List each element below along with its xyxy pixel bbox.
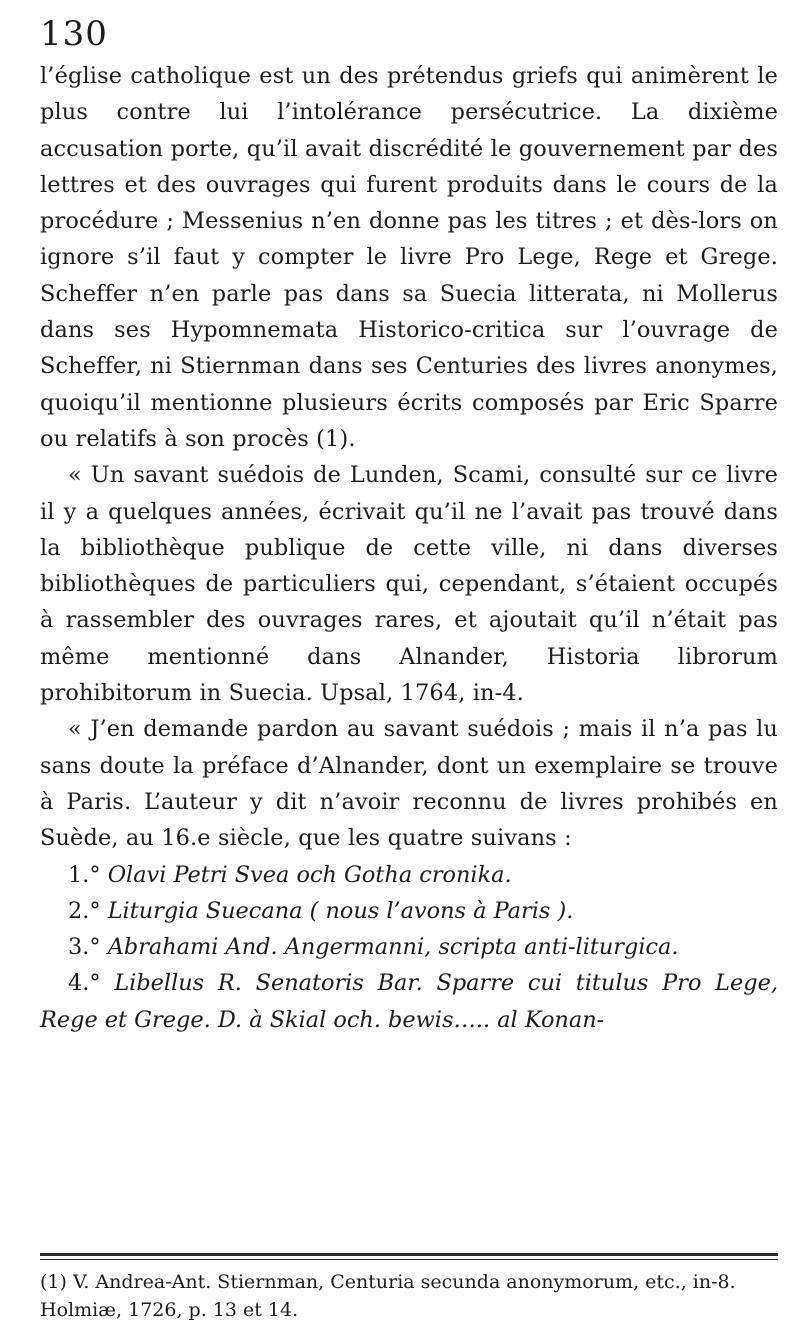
paragraph-3: « J’en demande pardon au savant suédois ; mais il n’a pas lu sans doute la préface d’Alnander, dont un exemplaire se trouve à Paris. L’auteur y dit n’avoir reconnu de livres prohibés en Suède, au 16.e siècle, que les quatre suivans : xyxy=(40,716,778,852)
footnote: (1) V. Andrea-Ant. Stiernman, Centuria secunda anonymorum, etc., in-8. Holmiæ, 1726, p. 13 et 14. xyxy=(40,1271,736,1321)
page-body xyxy=(40,14,778,1038)
list-item-number: 3.° xyxy=(68,934,101,961)
list-item-text: Olavi Petri Svea och Gotha cronika. xyxy=(107,861,512,888)
list-item xyxy=(40,857,778,893)
list-item xyxy=(40,965,778,1038)
list-item-text: Libellus R. Senatoris Bar. Sparre cui titulus Pro Lege, Rege et Grege. D. à Skial och. bewis….. al Konan- xyxy=(40,970,778,1033)
list-item xyxy=(40,929,778,965)
list-item-text: Abrahami And. Angermanni, scripta anti-liturgica. xyxy=(107,934,679,961)
paragraph-1: l’église catholique est un des prétendus griefs qui animèrent le plus contre lui l’intolérance persécutrice. La dixième accusation porte, qu’il avait discrédité le gouvernement par des lettres et des ouvrages qui furent produits dans le cours de la procédure ; Messenius n’en donne pas les titres ; et dès-lors on ignore s’il faut y compter le livre Pro Lege, Rege et Grege. Scheffer n’en parle pas dans sa Suecia litterata, ni Mollerus dans ses Hypomnemata Historico-critica sur l’ouvrage de Scheffer, ni Stiernman dans ses Centuries des livres anonymes, quoiqu’il mentionne plusieurs écrits composés par Eric Sparre ou relatifs à son procès (1). xyxy=(40,63,778,452)
prohibited-books-list xyxy=(40,857,778,1038)
footnote-divider xyxy=(40,1253,778,1260)
divider-thin-rule xyxy=(40,1259,778,1260)
list-item-number: 4.° xyxy=(68,970,101,997)
list-item xyxy=(40,893,778,929)
list-item-number: 1.° xyxy=(68,861,101,888)
divider-thick-rule xyxy=(40,1253,778,1256)
list-item-number: 2.° xyxy=(68,897,101,924)
paragraph-2: « Un savant suédois de Lunden, Scami, consulté sur ce livre il y a quelques années, écrivait qu’il ne l’avait pas trouvé dans la bibliothèque publique de cette ville, ni dans diverses bibliothèques de particuliers qui, cependant, s’étaient occupés à rassembler des ouvrages rares, et ajoutait qu’il n’était pas même mentionné dans Alnander, Historia librorum prohibitorum in Suecia. Upsal, 1764, in-4. xyxy=(40,462,778,707)
page-number: 130 xyxy=(40,14,108,54)
list-item-text: Liturgia Suecana ( nous l’avons à Paris ). xyxy=(107,897,574,924)
